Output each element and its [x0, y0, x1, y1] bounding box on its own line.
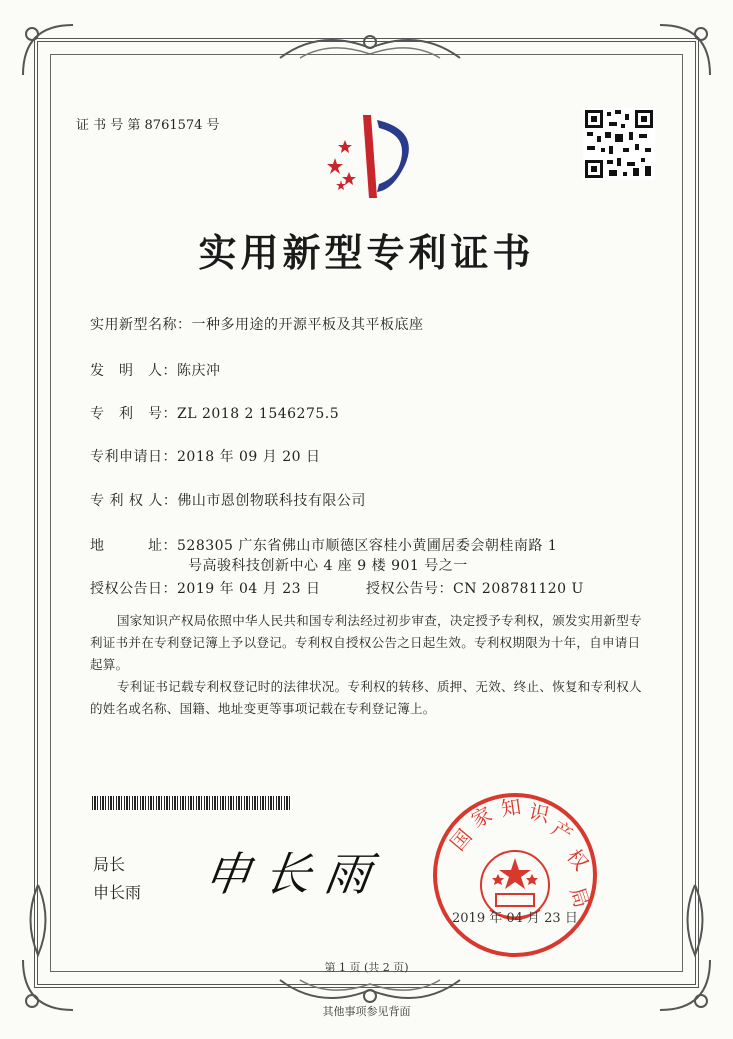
barcode — [92, 796, 292, 810]
filing-date-value: 2018 年 09 月 20 日 — [177, 449, 321, 465]
address-label: 地 址： — [90, 538, 177, 554]
page-title: 实用新型专利证书 — [198, 231, 535, 275]
page-indicator: 第 1 页 (共 2 页) — [324, 961, 409, 974]
address-value-line1: 528305 广东省佛山市顺德区容桂小黄圃居委会朝桂南路 1 — [177, 538, 558, 554]
utility-model-name-value: 一种多用途的开源平板及其平板底座 — [191, 317, 424, 333]
svg-text:局: 局 — [565, 884, 595, 911]
utility-model-name-row — [90, 314, 424, 334]
grant-number-value: CN 208781120 U — [453, 581, 584, 597]
svg-text:知: 知 — [499, 794, 523, 821]
svg-text:权: 权 — [562, 844, 594, 875]
director-name: 申长雨 — [93, 883, 142, 902]
inventor-row — [90, 360, 221, 380]
patentee-value: 佛山市恩创物联科技有限公司 — [177, 493, 366, 509]
body-paragraph-2: 专利证书记载专利权登记时的法律状况。专利权的转移、质押、无效、终止、恢复和专利权人的姓名或名称、国籍、地址变更等事项记载在专利登记簿上。 — [90, 679, 642, 716]
side-ornament-right-icon — [675, 880, 715, 960]
patentee-label: 专 利 权 人： — [90, 493, 178, 509]
patent-number-row — [90, 403, 339, 423]
top-ornament-icon — [270, 28, 470, 68]
corner-ornament-tr-icon — [655, 20, 715, 80]
svg-text:产: 产 — [547, 815, 578, 847]
svg-text:家: 家 — [467, 801, 497, 833]
body-paragraph-1: 国家知识产权局依照中华人民共和国专利法经过初步审查，决定授予专利权，颁发实用新型专利证书并在专利登记簿上予以登记。专利权自授权公告之日起生效。专利权期限为十年，自申请日起算。 — [90, 613, 642, 672]
seal-date: 2019 年 04 月 23 日 — [452, 911, 578, 926]
footer-note: 其他事项参见背面 — [322, 1005, 411, 1018]
qr-code-icon — [583, 108, 655, 180]
grant-date-label: 授权公告日： — [90, 581, 177, 597]
filing-date-row — [90, 446, 321, 466]
svg-text:识: 识 — [526, 799, 552, 828]
patent-number-label: 专 利 号： — [90, 406, 177, 422]
svg-text:国: 国 — [445, 824, 477, 856]
side-ornament-left-icon — [18, 880, 58, 960]
grant-number-label: 授权公告号： — [366, 581, 453, 597]
cnipa-logo-icon — [315, 110, 425, 200]
filing-date-label: 专利申请日： — [90, 449, 177, 465]
director-title: 局长 — [93, 855, 126, 874]
patent-number-value: ZL 2018 2 1546275.5 — [177, 406, 340, 422]
grant-number-row — [366, 578, 584, 598]
corner-ornament-tl-icon — [18, 20, 78, 80]
address-row-2 — [188, 555, 468, 575]
official-seal-icon — [430, 790, 600, 960]
certificate-body — [90, 610, 650, 720]
utility-model-name-label: 实用新型名称： — [90, 317, 192, 333]
address-value-line2: 号高骏科技创新中心 4 座 9 楼 901 号之一 — [188, 558, 468, 574]
grant-date-row — [90, 578, 321, 598]
certificate-number: 证 书 号 第 8761574 号 — [76, 118, 220, 133]
handwritten-signature: 申长雨 — [200, 847, 389, 901]
grant-date-value: 2019 年 04 月 23 日 — [177, 581, 321, 597]
patentee-row — [90, 490, 366, 510]
inventor-value: 陈庆冲 — [177, 363, 221, 379]
inventor-label: 发 明 人： — [90, 363, 177, 379]
address-row — [90, 535, 557, 555]
